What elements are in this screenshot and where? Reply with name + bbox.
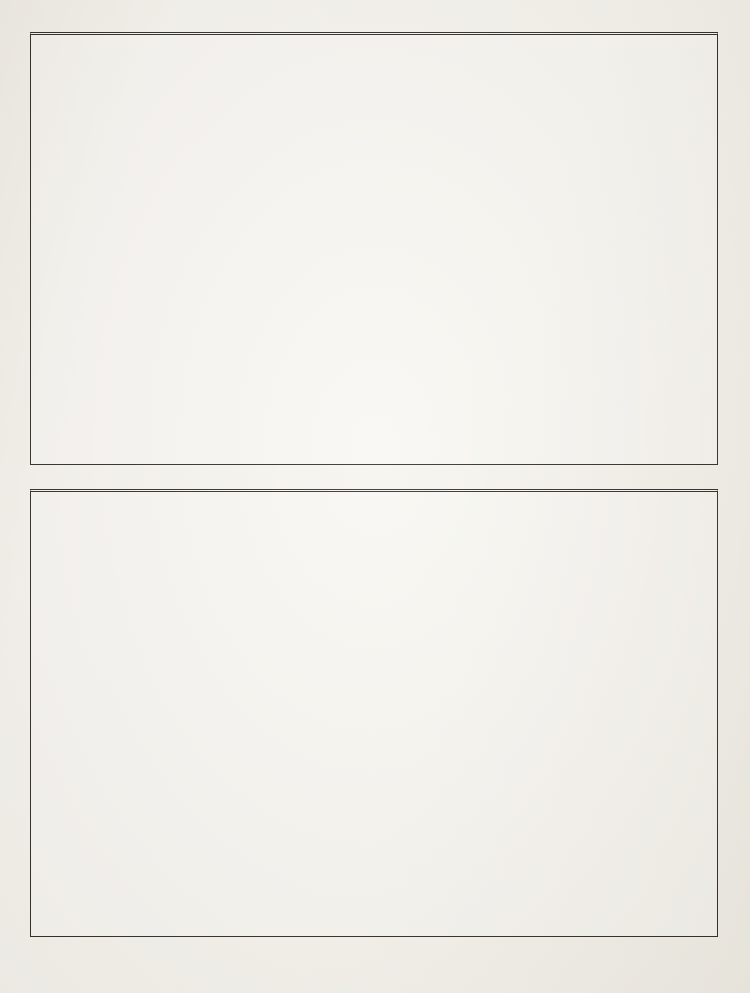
roster-table-bottom [30, 489, 718, 937]
roster-table-top [30, 32, 718, 465]
